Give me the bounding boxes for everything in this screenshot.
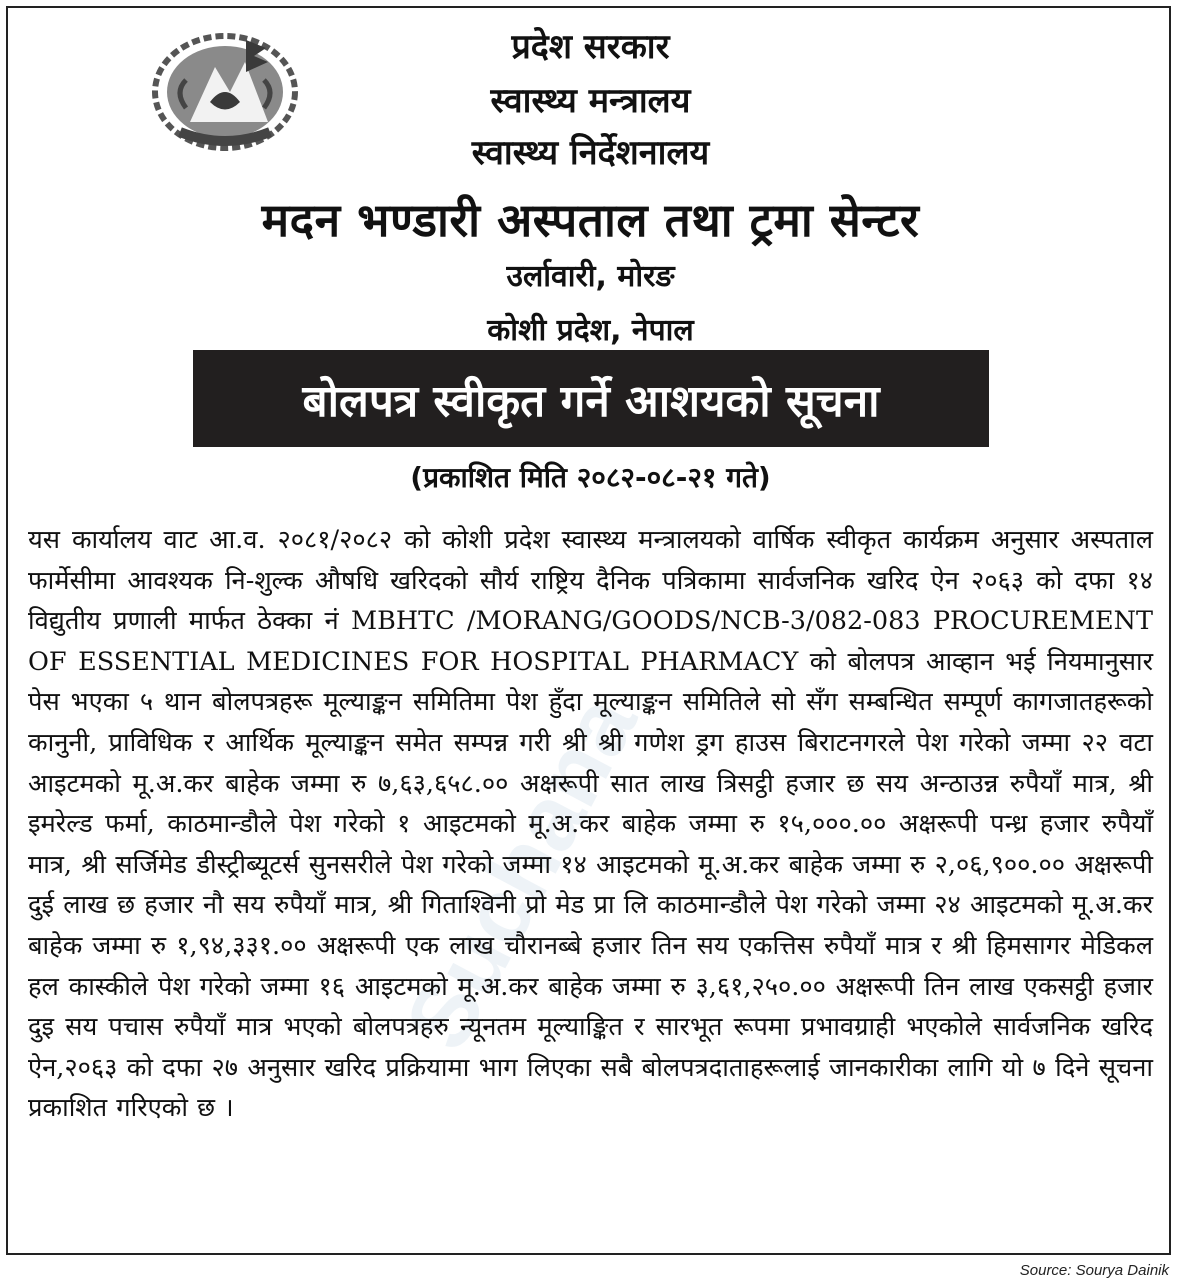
notice-body: यस कार्यालय वाट आ.व. २०८१/२०८२ को कोशी प्रदेश स्वास्थ्य मन्त्रालयको वार्षिक स्वीकृत कार्यक्रम अनुसार अस्पताल फार्मेसीमा आवश्यक नि-शुल्क औषधि खरिदको सौर्य राष्ट्रिय दैनिक पत्रिकामा सार्वजनिक खरिद ऐन २०६३ को दफा १४ विद्युतीय प्रणाली मार्फत ठेक्का नं MBHTC /MORANG/GOODS/NCB-3/082-083 PROCUREMENT OF ESSENTIAL MEDICINES FOR HOSPITAL PHARMACY को बोलपत्र आव्हान भई नियमानुसार पेस भएका ५ थान बोलपत्रहरू मूल्याङ्कन समितिमा पेश हुँदा मूल्याङ्कन समितिले सो सँग सम्बन्धित सम्पूर्ण कागजातहरूको कानुनी, प्राविधिक र आर्थिक मूल्याङ्कन समेत सम्पन्न गरी श्री श्री गणेश ड्रग हाउस बिराटनगरले पेश गरेको जम्मा २२ वटा आइटमको मू.अ.कर बाहेक जम्मा रु ७,६३,६५८.०० अक्षरूपी सात लाख त्रिसट्ठी हजार छ सय अन्ठाउन्न रुपैयाँ मात्र, श्री इमरेल्ड फर्मा, काठमान्डौले पेश गरेको १ आइटमको मू.अ.कर बाहेक जम्मा रु १५,०००.०० अक्षरूपी पन्ध्र हजार रुपैयाँ मात्र, श्री सर्जिमेड डीस्ट्रीब्यूटर्स सुनसरीले पेश गरेको जम्मा १४ आइटमको मू.अ.कर बाहेक जम्मा रु २,०६,९००.०० अक्षरूपी दुई लाख छ हजार नौ सय रुपैयाँ मात्र, श्री गिताश्विनी प्रो मेड प्रा लि काठमान्डौले पेश गरेको जम्मा २४ आइटमको मू.अ.कर बाहेक जम्मा रु १,९४,३३१.०० अक्षरूपी एक लाख चौरानब्बे हजार तिन सय एकत्तिस रुपैयाँ मात्र र श्री हिमसागर मेडिकल हल कास्कीले पेश गरेको जम्मा १६ आइटमको मू.अ.कर बाहेक जम्मा रु ३,६१,२५०.०० अक्षरूपी तिन लाख एकसट्ठी हजार दुइ सय पचास रुपैयाँ मात्र भएको बोलपत्रहरु न्यूनतम मूल्याङ्कित र सारभूत रूपमा प्रभावग्राही भएकोले सार्वजनिक खरिद ऐन,२०६३ को दफा २७ अनुसार खरिद प्रक्रियामा भाग लिएका सबै बोलपत्रदाताहरूलाई जानकारीका लागि यो ७ दिने सूचना प्रकाशित गरिएको छ । — [28, 525, 1153, 1124]
published-date: (प्रकाशित मिति २०८२-०८-२१ गते) — [410, 461, 771, 494]
header-health-ministry: स्वास्थ्य मन्त्रालय — [490, 81, 691, 121]
header-health-directorate: स्वास्थ्य निर्देशनालय — [471, 133, 710, 173]
header-province-government: प्रदेश सरकार — [511, 27, 670, 67]
address-line-2: कोशी प्रदेश, नेपाल — [487, 313, 694, 348]
address-line-1: उर्लावारी, मोरङ — [506, 259, 675, 294]
notice-title: बोलपत्र स्वीकृत गर्ने आशयको सूचना — [302, 375, 880, 427]
source-credit: Source: Sourya Dainik — [1019, 1262, 1169, 1279]
hospital-name: मदन भण्डारी अस्पताल तथा ट्रमा सेन्टर — [261, 193, 920, 247]
notice-title-banner — [193, 350, 989, 447]
watermark: Suchana — [386, 679, 657, 1066]
